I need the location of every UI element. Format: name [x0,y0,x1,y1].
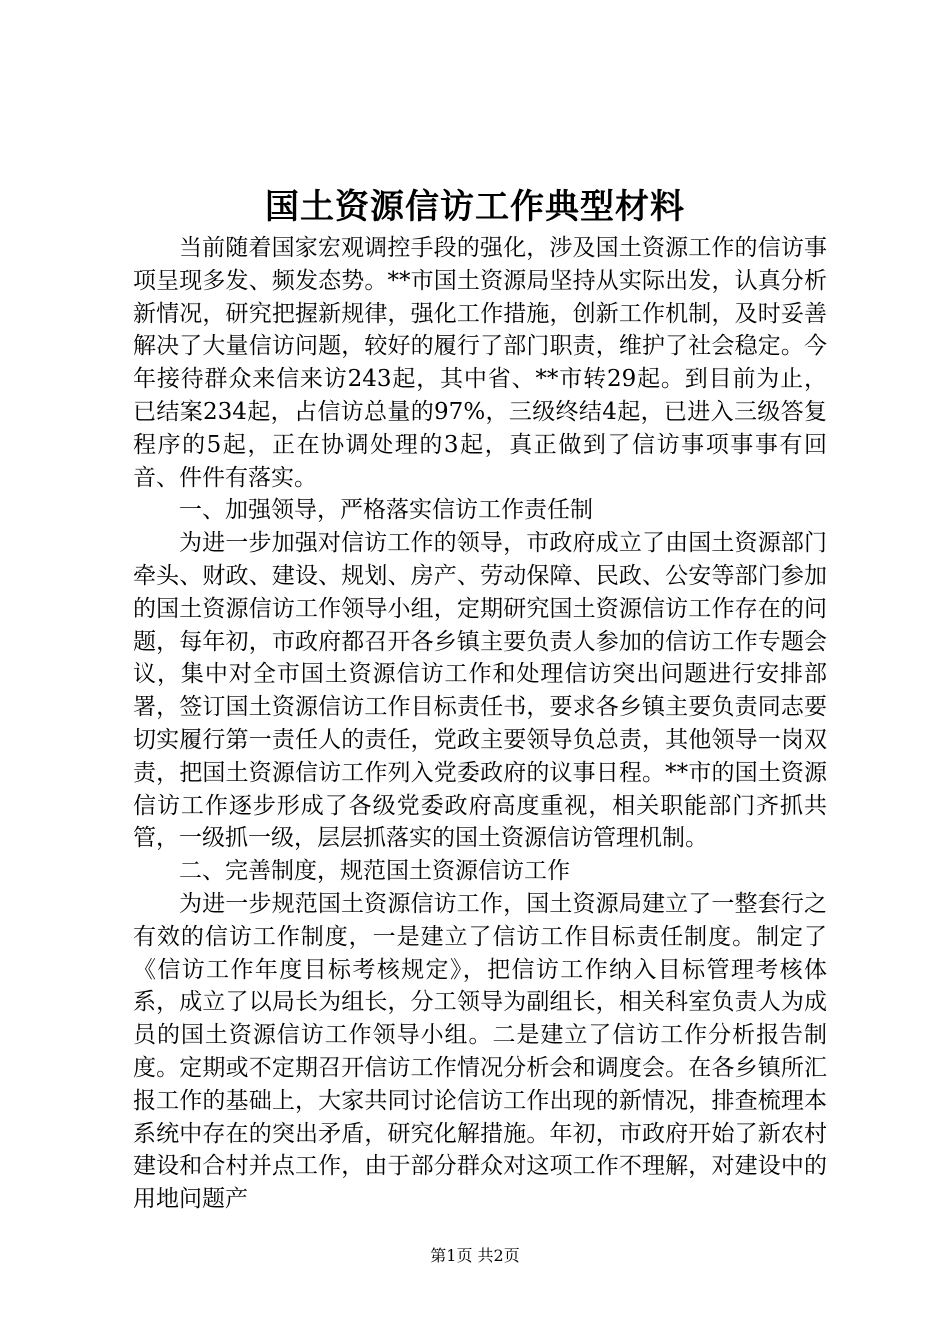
page-footer: 第1页 共2页 [430,1246,520,1265]
document-title: 国土资源信访工作典型材料 [265,187,685,227]
paragraph-section-1: 为进一步加强对信访工作的领导，市政府成立了由国土资源部门牵头、财政、建设、规划、房产、劳动保障、民政、公安等部门参加的国土资源信访工作领导小组，定期研究国土资源信访工作存在的问题，每年初，市政府都召开各乡镇主要负责人参加的信访工作专题会议，集中对全市国土资源信访工作和处理信访突出问题进行安排部署，签订国土资源信访工作目标责任书，要求各乡镇主要负责同志要切实履行第一责任人的责任，党政主要领导负总责，其他领导一岗双责，把国土资源信访工作列入党委政府的议事日程。**市的国土资源信访工作逐步形成了各级党委政府高度重视，相关职能部门齐抓共管，一级抓一级，层层抓落实的国土资源信访管理机制。 [133,530,827,852]
paragraph-section-2: 为进一步规范国土资源信访工作，国土资源局建立了一整套行之有效的信访工作制度，一是建立了信访工作目标责任制度。制定了《信访工作年度目标考核规定》，把信访工作纳入目标管理考核体系，成立了以局长为组长，分工领导为副组长，相关科室负责人为成员的国土资源信访工作领导小组。二是建立了信访工作分析报告制度。定期或不定期召开信访工作情况分析会和调度会。在各乡镇所汇报工作的基础上，大家共同讨论信访工作出现的新情况，排查梳理本系统中存在的突出矛盾，研究化解措施。年初，市政府开始了新农村建设和合村并点工作，由于部分群众对这项工作不理解，对建设中的用地问题产 [133,890,827,1213]
section-heading-1: 一、加强领导，严格落实信访工作责任制 [179,497,593,524]
paragraph-intro: 当前随着国家宏观调控手段的强化，涉及国土资源工作的信访事项呈现多发、频发态势。**市国土资源局坚持从实际出发，认真分析新情况，研究把握新规律，强化工作措施，创新工作机制，及时妥善解决了大量信访问题，较好的履行了部门职责，维护了社会稳定。今年接待群众来信来访243起，其中省、**市转29起。到目前为止，已结案234起，占信访总量的97%，三级终结4起，已进入三级答复程序的5起，正在协调处理的3起，真正做到了信访事项事事有回音、件件有落实。 [133,235,827,491]
document-body [133,232,827,1216]
section-heading-2: 二、完善制度，规范国土资源信访工作 [179,858,570,885]
